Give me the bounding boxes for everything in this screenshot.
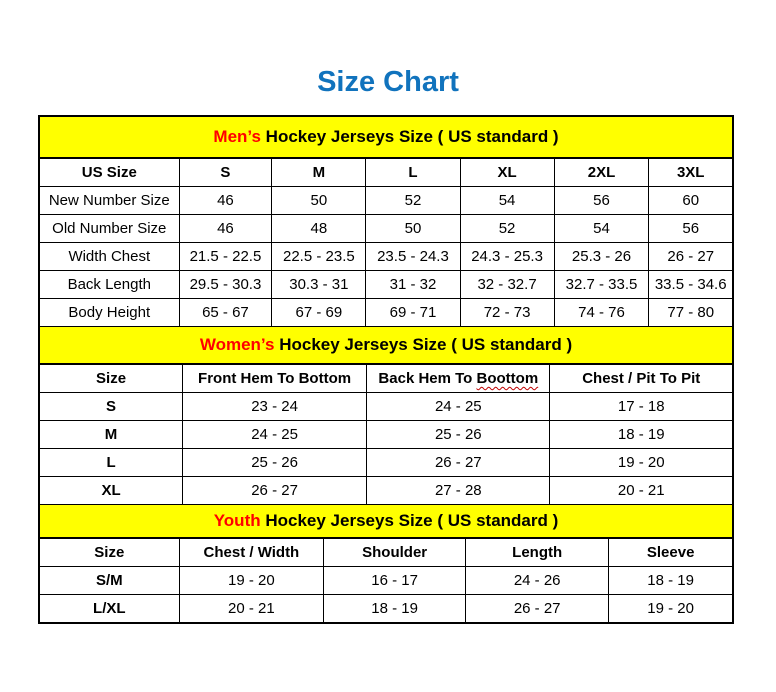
size-value-cell: 19 - 20 xyxy=(179,567,324,595)
size-table-mens xyxy=(40,158,732,326)
size-value-cell: 67 - 69 xyxy=(272,299,366,327)
column-header: XL xyxy=(460,159,554,187)
row-label: Old Number Size xyxy=(40,215,179,243)
size-value-cell: 16 - 17 xyxy=(324,567,466,595)
size-value-cell: 74 - 76 xyxy=(554,299,649,327)
size-value-cell: 77 - 80 xyxy=(649,299,732,327)
size-value-cell: 23 - 24 xyxy=(183,393,367,421)
size-value-cell: 54 xyxy=(460,187,554,215)
size-value-cell: 18 - 19 xyxy=(324,595,466,623)
size-value-cell: 25.3 - 26 xyxy=(554,243,649,271)
row-label: L/XL xyxy=(40,595,179,623)
size-value-cell: 50 xyxy=(272,187,366,215)
size-value-cell: 20 - 21 xyxy=(179,595,324,623)
row-label: S xyxy=(40,393,183,421)
column-header: Sleeve xyxy=(609,539,732,567)
table-row xyxy=(40,243,732,271)
size-chart-container xyxy=(38,115,734,624)
size-value-cell: 24.3 - 25.3 xyxy=(460,243,554,271)
size-value-cell: 20 - 21 xyxy=(550,477,732,505)
size-value-cell: 32 - 32.7 xyxy=(460,271,554,299)
table-row xyxy=(40,187,732,215)
size-value-cell: 32.7 - 33.5 xyxy=(554,271,649,299)
table-row xyxy=(40,393,732,421)
size-value-cell: 33.5 - 34.6 xyxy=(649,271,732,299)
column-header: S xyxy=(179,159,272,187)
size-value-cell: 26 - 27 xyxy=(367,449,550,477)
size-table-womens xyxy=(40,364,732,504)
size-value-cell: 56 xyxy=(554,187,649,215)
column-header: Front Hem To Bottom xyxy=(183,365,367,393)
section-band-womens xyxy=(40,326,732,364)
size-value-cell: 65 - 67 xyxy=(179,299,272,327)
column-header: L xyxy=(366,159,460,187)
page-title: Size Chart xyxy=(317,66,459,98)
size-table-youth xyxy=(40,538,732,622)
column-header: M xyxy=(272,159,366,187)
column-header: 2XL xyxy=(554,159,649,187)
size-value-cell: 26 - 27 xyxy=(183,477,367,505)
table-row xyxy=(40,449,732,477)
row-label: L xyxy=(40,449,183,477)
row-label: Width Chest xyxy=(40,243,179,271)
header-row xyxy=(40,365,732,393)
section-heading-highlight: Women’s xyxy=(199,335,275,354)
section-band-youth xyxy=(40,504,732,538)
table-row xyxy=(40,271,732,299)
column-header: Chest / Pit To Pit xyxy=(550,365,732,393)
size-value-cell: 29.5 - 30.3 xyxy=(179,271,272,299)
section-heading-rest: Hockey Jerseys Size ( US standard ) xyxy=(260,511,559,530)
table-row xyxy=(40,215,732,243)
size-value-cell: 50 xyxy=(366,215,460,243)
size-value-cell: 60 xyxy=(649,187,732,215)
size-value-cell: 18 - 19 xyxy=(550,421,732,449)
row-label: XL xyxy=(40,477,183,505)
table-row xyxy=(40,595,732,623)
table-row xyxy=(40,477,732,505)
size-value-cell: 25 - 26 xyxy=(367,421,550,449)
size-value-cell: 23.5 - 24.3 xyxy=(366,243,460,271)
column-header: Size xyxy=(40,365,183,393)
misspelled-word: Boottom xyxy=(476,370,539,387)
section-heading-highlight: Youth xyxy=(213,511,261,530)
row-label: S/M xyxy=(40,567,179,595)
size-value-cell: 21.5 - 22.5 xyxy=(179,243,272,271)
size-value-cell: 52 xyxy=(366,187,460,215)
size-value-cell: 24 - 25 xyxy=(367,393,550,421)
size-value-cell: 72 - 73 xyxy=(460,299,554,327)
row-label: M xyxy=(40,421,183,449)
size-value-cell: 69 - 71 xyxy=(366,299,460,327)
size-value-cell: 31 - 32 xyxy=(366,271,460,299)
column-header: Shoulder xyxy=(324,539,466,567)
size-value-cell: 56 xyxy=(649,215,732,243)
size-value-cell: 52 xyxy=(460,215,554,243)
size-value-cell: 54 xyxy=(554,215,649,243)
header-row xyxy=(40,539,732,567)
size-value-cell: 24 - 26 xyxy=(466,567,609,595)
size-value-cell: 46 xyxy=(179,215,272,243)
column-header: 3XL xyxy=(649,159,732,187)
column-header: Back Hem To Boottom xyxy=(367,365,550,393)
section-heading-rest: Hockey Jerseys Size ( US standard ) xyxy=(274,335,573,354)
header-row xyxy=(40,159,732,187)
row-label: Body Height xyxy=(40,299,179,327)
size-value-cell: 24 - 25 xyxy=(183,421,367,449)
table-row xyxy=(40,299,732,327)
size-value-cell: 27 - 28 xyxy=(367,477,550,505)
section-heading-rest: Hockey Jerseys Size ( US standard ) xyxy=(260,127,559,146)
size-value-cell: 48 xyxy=(272,215,366,243)
column-header: Size xyxy=(40,539,179,567)
row-label: Back Length xyxy=(40,271,179,299)
size-value-cell: 18 - 19 xyxy=(609,567,732,595)
column-header: Length xyxy=(466,539,609,567)
size-value-cell: 19 - 20 xyxy=(550,449,732,477)
size-value-cell: 22.5 - 23.5 xyxy=(272,243,366,271)
size-value-cell: 17 - 18 xyxy=(550,393,732,421)
size-value-cell: 26 - 27 xyxy=(466,595,609,623)
column-header: Chest / Width xyxy=(179,539,324,567)
row-label: New Number Size xyxy=(40,187,179,215)
size-value-cell: 26 - 27 xyxy=(649,243,732,271)
size-value-cell: 25 - 26 xyxy=(183,449,367,477)
size-value-cell: 30.3 - 31 xyxy=(272,271,366,299)
size-value-cell: 46 xyxy=(179,187,272,215)
section-band-mens xyxy=(40,117,732,158)
size-value-cell: 19 - 20 xyxy=(609,595,732,623)
table-row xyxy=(40,421,732,449)
column-header: US Size xyxy=(40,159,179,187)
table-row xyxy=(40,567,732,595)
section-heading-highlight: Men’s xyxy=(213,127,261,146)
